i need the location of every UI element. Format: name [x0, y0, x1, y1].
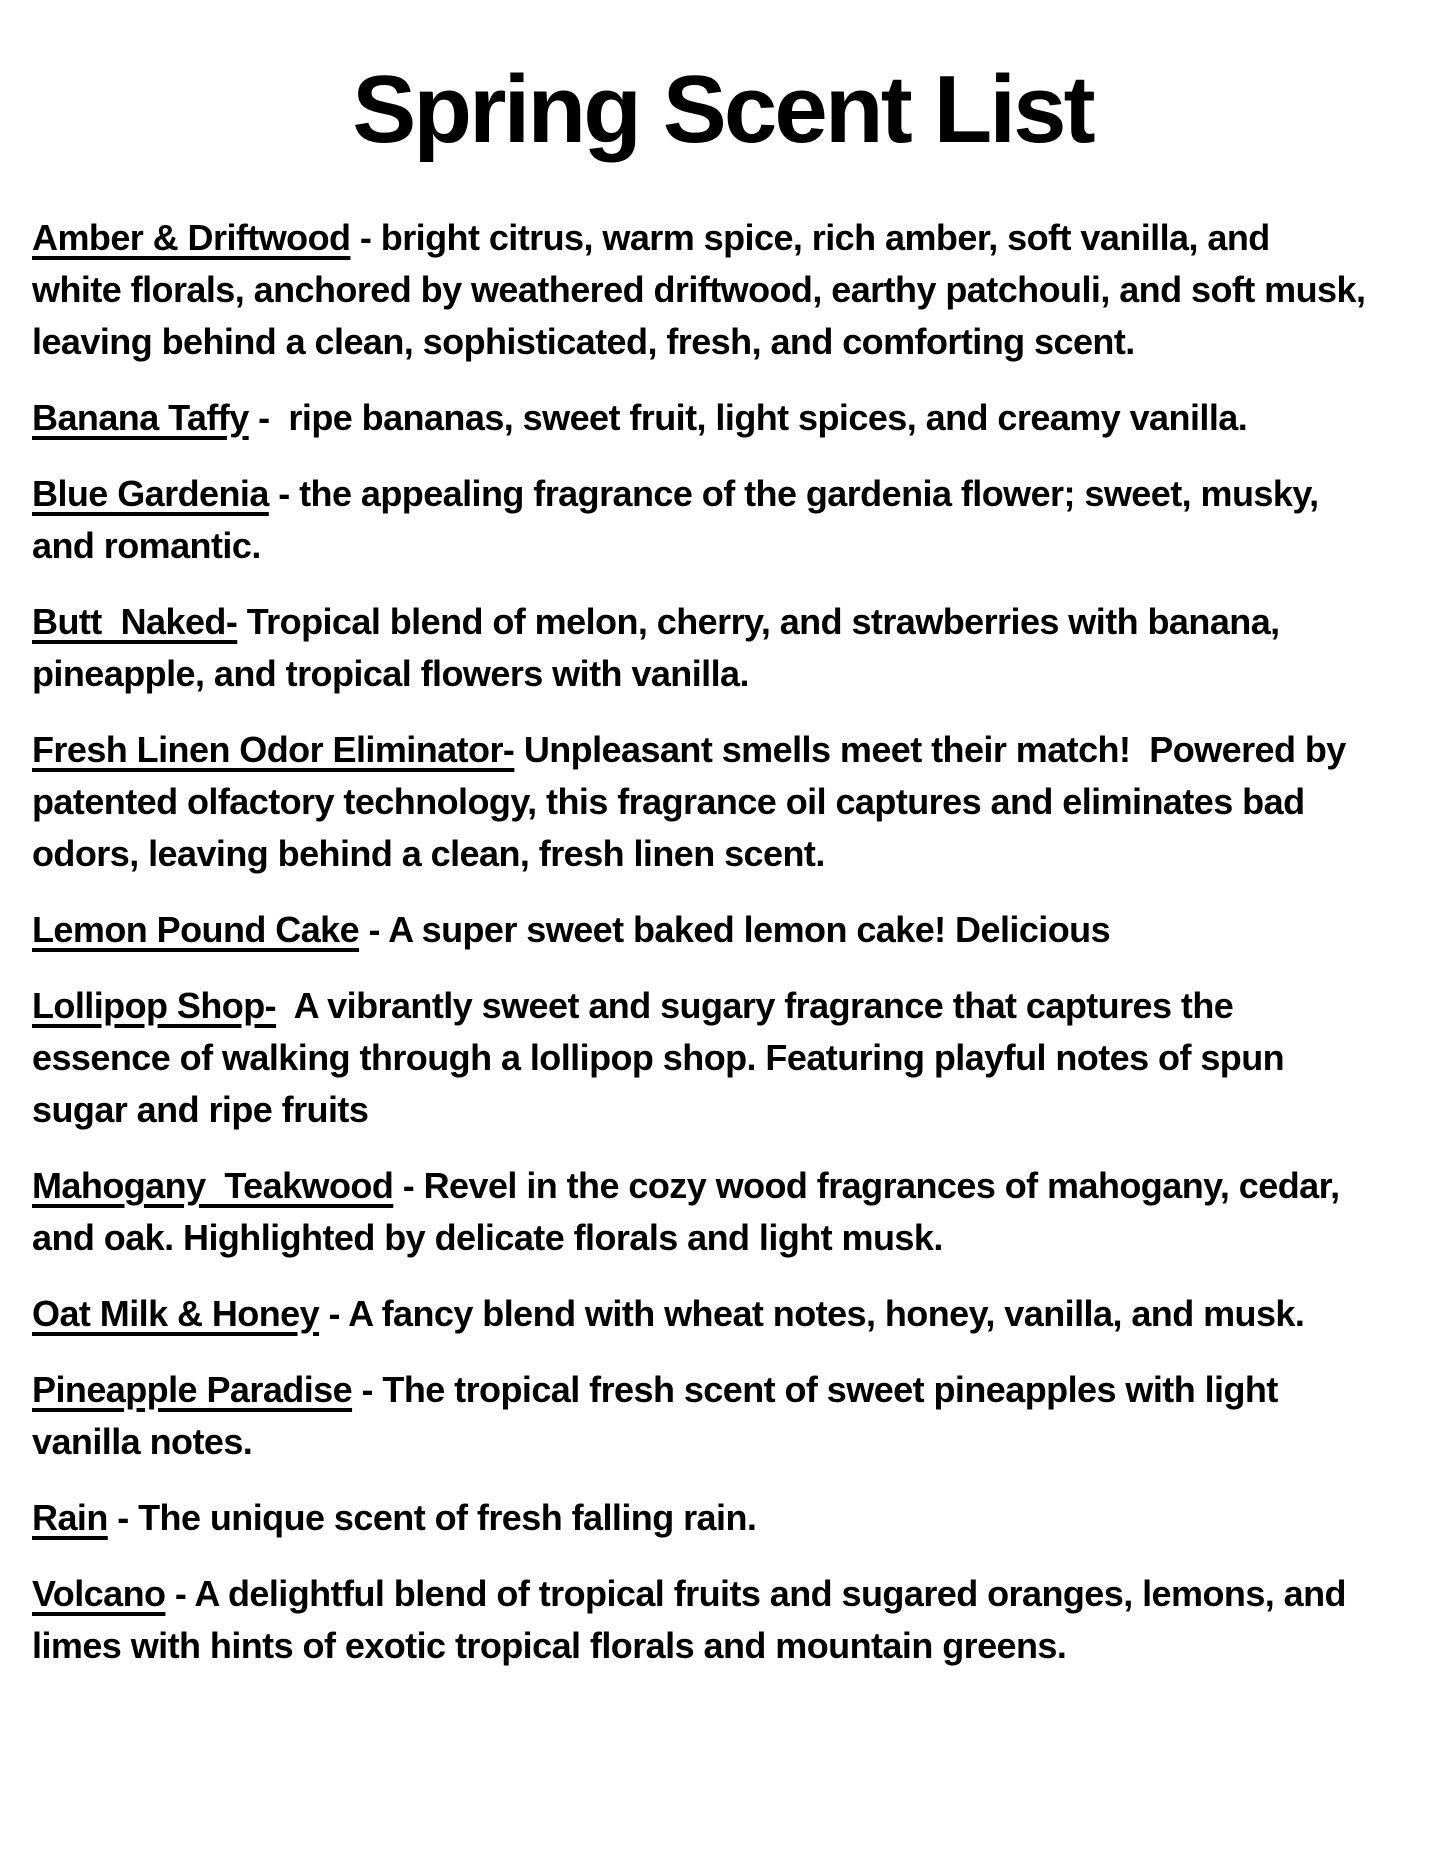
scent-entry [32, 1568, 1367, 1672]
scent-name: Lollipop Shop- [32, 984, 277, 1026]
scent-description: A vibrantly sweet and sugary fragrance that captures the essence of walking through a lollipop shop. Featuring playful notes of spun sugar and ripe fruits [32, 984, 1294, 1130]
scent-name: Banana Taffy [32, 396, 249, 438]
scent-name: Amber & Driftwood [32, 216, 351, 258]
scent-name: Rain [32, 1496, 108, 1538]
scent-description: - A fancy blend with wheat notes, honey, vanilla, and musk. [319, 1292, 1305, 1334]
scent-entry [32, 904, 1367, 956]
scent-name: Oat Milk & Honey [32, 1292, 320, 1334]
scent-entry [32, 596, 1367, 700]
scent-name: Pineapple Paradise [32, 1368, 353, 1410]
scent-entry [32, 1364, 1367, 1468]
scent-description: - bright citrus, warm spice, rich amber, soft vanilla, and white florals, anchored by weathered driftwood, earthy patchouli, and soft musk, leaving behind a clean, sophisticated, fresh, and comforting scent. [32, 216, 1375, 362]
scent-description: - The tropical fresh scent of sweet pineapples with light vanilla notes. [32, 1368, 1288, 1462]
scent-entry [32, 980, 1367, 1136]
scent-list [32, 212, 1375, 1672]
scent-entry [32, 724, 1367, 880]
scent-entry [32, 392, 1367, 444]
scent-entry [32, 1160, 1367, 1264]
scent-description: - The unique scent of fresh falling rain. [107, 1496, 757, 1538]
scent-description: Unpleasant smells meet their match! Powered by patented olfactory technology, this fragrance oil captures and eliminates bad odors, leaving behind a clean, fresh linen scent. [32, 728, 1356, 874]
scent-name: Lemon Pound Cake [32, 908, 360, 950]
page-title: Spring Scent List [352, 56, 1093, 163]
scent-description: - ripe bananas, sweet fruit, light spices, and creamy vanilla. [248, 396, 1248, 438]
scent-name: Volcano [32, 1572, 166, 1614]
scent-description: - A super sweet baked lemon cake! Delicious [359, 908, 1111, 950]
scent-description: - A delightful blend of tropical fruits and sugared oranges, lemons, and limes with hints of exotic tropical florals and mountain greens. [32, 1572, 1356, 1666]
scent-name: Fresh Linen Odor Eliminator- [32, 728, 515, 770]
scent-entry [32, 1288, 1367, 1340]
scent-name: Mahogany Teakwood [32, 1164, 394, 1206]
scent-description: - Revel in the cozy wood fragrances of mahogany, cedar, and oak. Highlighted by delicate florals and light musk. [32, 1164, 1349, 1258]
scent-description: Tropical blend of melon, cherry, and strawberries with banana, pineapple, and tropical flowers with vanilla. [32, 600, 1290, 694]
scent-entry [32, 212, 1375, 368]
scent-entry [32, 468, 1367, 572]
scent-description: - the appealing fragrance of the gardenia flower; sweet, musky, and romantic. [32, 472, 1328, 566]
scent-name: Butt Naked- [32, 600, 238, 642]
scent-name: Blue Gardenia [32, 472, 269, 514]
scent-entry [32, 1492, 1367, 1544]
